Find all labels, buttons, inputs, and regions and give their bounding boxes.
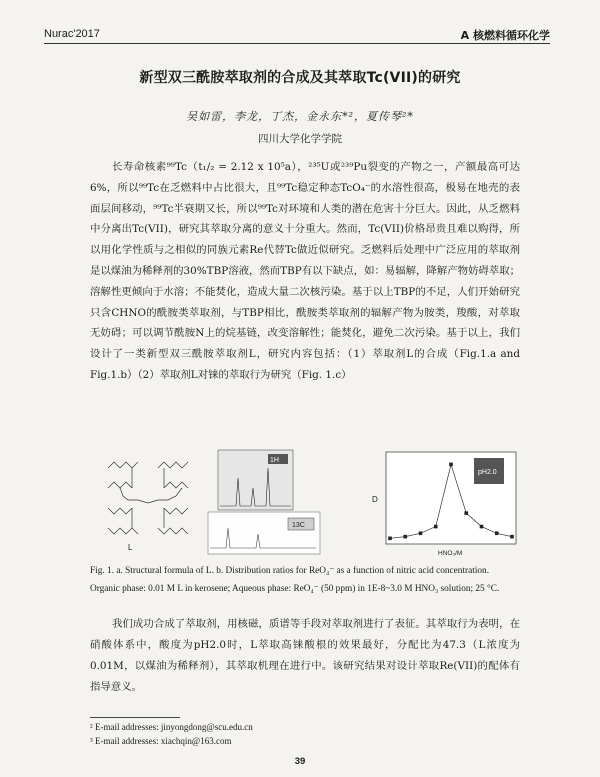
- data-point-6: [480, 525, 484, 529]
- page-number: 39: [294, 756, 306, 767]
- affiliation: 四川大学化学学院: [258, 133, 342, 145]
- legend-label: pH2.0: [478, 469, 497, 476]
- structural-formula-image: [98, 448, 206, 556]
- data-point-2: [419, 531, 423, 535]
- data-point-5: [464, 511, 468, 515]
- structure-label: L: [128, 543, 133, 552]
- footnote-rule: [90, 717, 180, 718]
- figure-caption: Fig. 1. a. Structural formula of L. b. Distribution ratios for ReO₄⁻ as a function of nitric acid concentration. Organic phase: 0.01 M L in kerosene; Aqueous phase: ReO₄⁻ (50 ppm) in 1E-8~3.0 M HNO₃ solution; 25 °C.: [90, 566, 500, 595]
- paragraph-1-text: 长寿命核素⁹⁹Tc（t₁/₂ = 2.12 x 10⁵a），²³⁵U或²³⁹Pu裂变的产物之一，产额最高可达6%，所以⁹⁹Tc在乏燃料中占比很大，且⁹⁹Tc稳定种态TcO₄⁻的水溶性很高，极易在地壳的表面层间移动，⁹⁹Tc半衰期又长，所以⁹⁹Tc对环境和人类的潜在危害十分巨大。因此，从乏燃料中分离出Tc(VII)，研究其萃取分离的意义十分重大。然而，Tc(VII)价格昂贵且难以购得，所以用化学性质与之相似的同族元素Re代替Tc做近似研究。乏燃料后处理中广泛应用的萃取剂是以煤油为稀释剂的30%TBP溶液，然而TBP有以下缺点，如：易辐解，降解产物妨碍萃取；溶解性更倾向于水溶；不能焚化，造成大量二次核污染。基于以上TBP的不足，人们开始研究只含CHNO的酰胺类萃取剂，与TBP相比，酰胺类萃取剂的辐解产物为胺类，羧酸，对萃取无妨碍；可以调节酰胺N上的烷基链，改变溶解性；能焚化，避免二次污染。基于以上，我们设计了一类新型双三酰胺萃取剂L，研究内容包括：（1）萃取剂L的合成（Fig.1.a and Fig.1.b）（2）萃取剂L对铼的萃取行为研究（Fig. 1.c）: [90, 161, 520, 381]
- footnote-email-2: ³ E-mail addresses: xiachqin@163.com: [90, 736, 232, 746]
- paragraph-2-text: 我们成功合成了萃取剂，用核磁，质谱等手段对萃取剂进行了表征。其萃取行为表明，在硝酸体系中，酸度为pH2.0时，L萃取高铼酸根的效果最好，分配比为47.3（L浓度为0.01M，以煤油为稀释剂），其萃取机理在进行中。该研究结果对设计萃取Re(VII)的配体有指导意义。: [90, 618, 520, 693]
- spectrum-tag-a: 1H: [270, 457, 279, 464]
- body-paragraph-2: [90, 614, 520, 698]
- nmr-spectra-image: [206, 448, 321, 556]
- header-section: A 核燃料循环化学: [460, 29, 550, 42]
- header-rule: [44, 43, 550, 44]
- paper-title: 新型双三酰胺萃取剂的合成及其萃取Tc(VII)的研究: [139, 70, 461, 86]
- data-point-8: [510, 535, 514, 539]
- y-axis-label: D: [372, 495, 378, 504]
- authors: 吴如雷，李龙，丁杰，金永东*²，夏传琴²*: [186, 110, 414, 123]
- figure-1: [98, 448, 520, 558]
- data-point-7: [495, 531, 499, 535]
- data-point-4: [449, 463, 453, 467]
- spectrum-tag-b: 13C: [292, 522, 305, 529]
- data-point-1: [403, 535, 407, 539]
- footnote-email-1: ² E-mail addresses: jinyongdong@scu.edu.cn: [90, 722, 253, 732]
- x-axis-label: HNO₃/M: [438, 550, 463, 557]
- header-conference: Nurac'2017: [44, 28, 100, 40]
- distribution-ratio-chart: [366, 448, 520, 558]
- body-paragraph-1: [90, 157, 520, 386]
- data-point-3: [434, 525, 438, 529]
- data-point-0: [388, 537, 392, 541]
